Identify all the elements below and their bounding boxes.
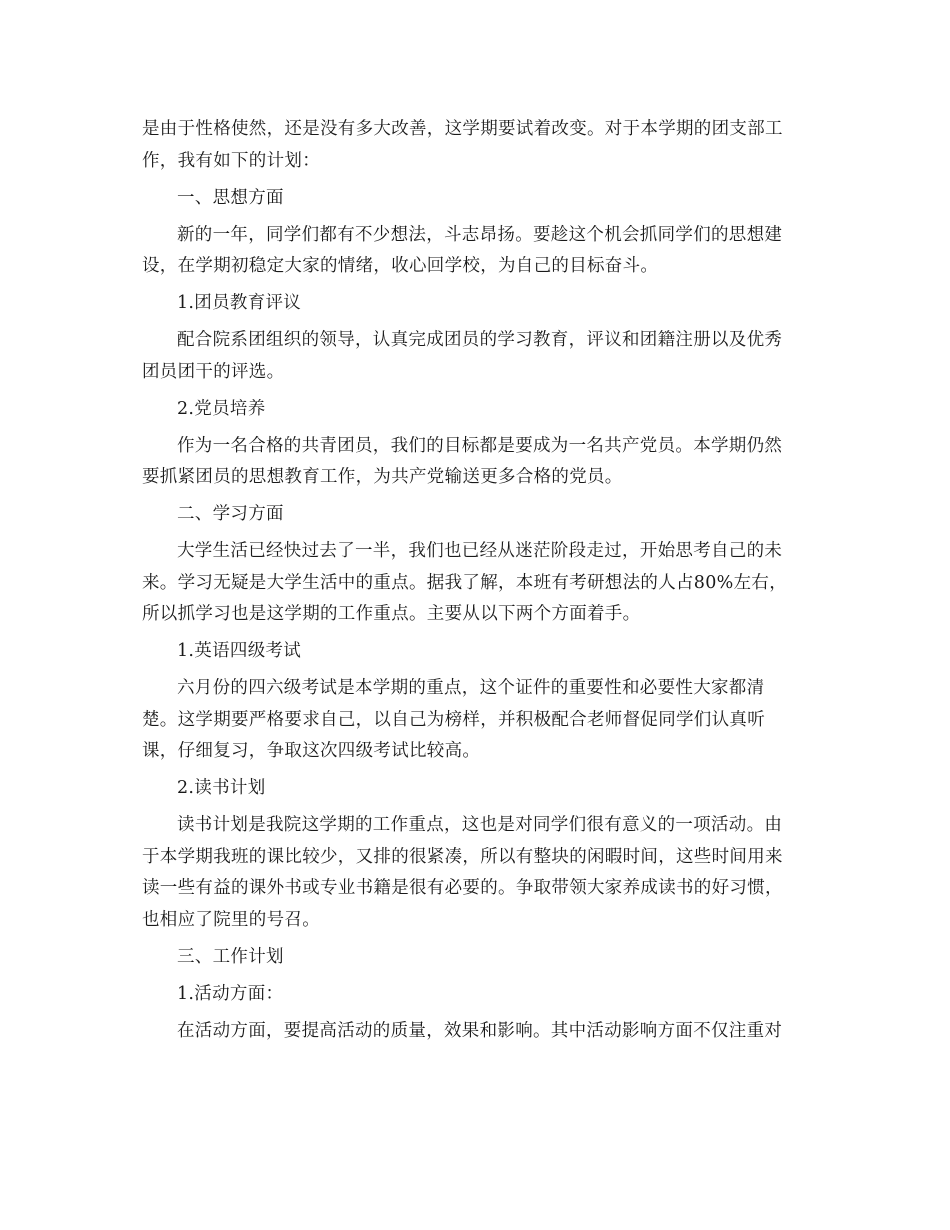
text-line: 在活动方面，要提高活动的质量，效果和影响。其中活动影响方面不仅注重对	[177, 1020, 783, 1041]
text-line: 2.读书计划	[177, 778, 266, 798]
text-line: 作，我有如下的计划：	[142, 150, 320, 171]
text-line: 也相应了院里的号召。	[142, 909, 320, 930]
text-line: 于本学期我班的课比较少，又排的很紧凑，所以有整块的闲暇时间，这些时间用来	[142, 846, 783, 867]
text-line: 团员团干的评选。	[142, 361, 285, 382]
paragraph	[142, 773, 814, 805]
text-line: 一、思想方面	[177, 187, 284, 208]
text-line: 是由于性格使然，还是没有多大改善，这学期要试着改变。对于本学期的团支部工	[142, 119, 783, 139]
text-line: 所以抓学习也是这学期的工作重点。主要从以下两个方面着手。	[142, 604, 641, 624]
text-line: 课，仔细复习，争取这次四级考试比较高。	[142, 741, 481, 761]
text-line: 读书计划是我院这学期的工作重点，这也是对同学们很有意义的一项活动。由	[177, 815, 783, 835]
text-line: 要抓紧团员的思想教育工作，为共产党输送更多合格的党员。	[142, 467, 623, 487]
paragraph	[142, 499, 814, 531]
text-line: 来。学习无疑是大学生活中的重点。据我了解，本班有考研想法的人占80%左右，	[142, 572, 787, 593]
paragraph	[142, 810, 814, 936]
paragraph	[142, 636, 814, 668]
paragraph	[142, 325, 814, 388]
text-line: 三、工作计划	[177, 946, 284, 967]
text-line: 新的一年，同学们都有不少想法，斗志昂扬。要趁这个机会抓同学们的思想建	[177, 224, 783, 245]
text-line: 设，在学期初稳定大家的情绪，收心回学校，为自己的目标奋斗。	[142, 256, 659, 276]
text-line: 作为一名合格的共青团员，我们的目标都是要成为一名共产党员。本学期仍然	[177, 435, 783, 456]
paragraph	[142, 394, 814, 426]
paragraph	[142, 979, 814, 1011]
text-line: 2.党员培养	[177, 398, 266, 419]
text-line: 配合院系团组织的领导，认真完成团员的学习教育，评议和团籍注册以及优秀	[177, 330, 783, 350]
text-line: 大学生活已经快过去了一半，我们也已经从迷茫阶段走过，开始思考自己的未	[177, 541, 783, 561]
text-line: 二、学习方面	[177, 504, 284, 524]
document-body	[142, 114, 814, 1053]
paragraph	[142, 1016, 814, 1048]
paragraph	[142, 942, 814, 974]
paragraph	[142, 431, 814, 494]
text-line: 六月份的四六级考试是本学期的重点，这个证件的重要性和必要性大家都清	[177, 678, 765, 698]
paragraph	[142, 288, 814, 320]
text-line: 楚。这学期要严格要求自己，以自己为榜样，并积极配合老师督促同学们认真听	[142, 709, 765, 730]
text-line: 1.英语四级考试	[177, 641, 302, 661]
paragraph	[142, 183, 814, 215]
text-line: 1.活动方面：	[177, 983, 284, 1004]
text-line: 1.团员教育评议	[177, 293, 302, 313]
paragraph	[142, 673, 814, 768]
paragraph	[142, 536, 814, 631]
paragraph	[142, 220, 814, 283]
text-line: 读一些有益的课外书或专业书籍是很有必要的。争取带领大家养成读书的好习惯，	[142, 878, 783, 898]
paragraph	[142, 114, 814, 177]
